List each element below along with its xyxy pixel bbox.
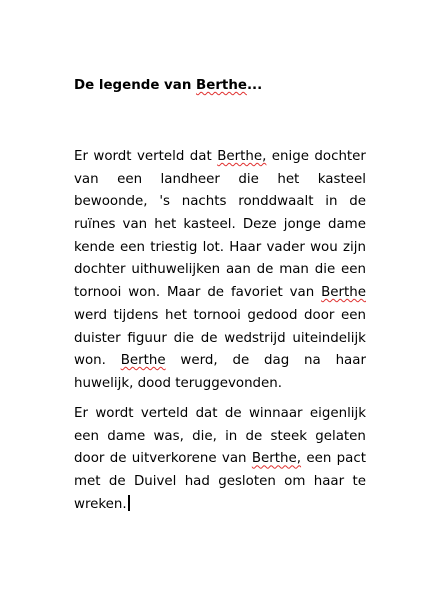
word: Er	[74, 149, 88, 164]
word: die,	[192, 428, 217, 444]
word: won.	[74, 353, 106, 369]
word: om	[284, 474, 306, 490]
word: met	[74, 474, 101, 490]
word: haar	[313, 474, 345, 490]
word: van	[221, 451, 247, 467]
word: haar	[335, 353, 366, 369]
text-line	[74, 328, 366, 351]
title-name-misspelled: Berthe	[196, 78, 247, 93]
word: een	[306, 451, 332, 467]
word: duister	[74, 330, 121, 346]
word: Deze	[242, 217, 277, 233]
word: gesloten	[218, 474, 276, 490]
text-line	[74, 373, 366, 396]
text-line	[74, 146, 366, 169]
word: Duivel	[133, 474, 177, 490]
word: eigenlijk	[309, 406, 366, 421]
word: winnaar	[248, 406, 303, 421]
title-suffix: ...	[246, 78, 263, 93]
word: steek	[270, 428, 308, 444]
word: in	[325, 194, 338, 210]
word: de	[200, 330, 218, 346]
text-line	[74, 214, 366, 237]
misspelled-word: Berthe	[120, 353, 166, 369]
word: had	[184, 474, 210, 490]
word: in	[225, 428, 238, 444]
word: dame	[107, 428, 146, 444]
word: door	[74, 451, 105, 467]
text-line	[74, 494, 366, 517]
word: het	[154, 217, 177, 233]
word: wordt	[95, 406, 134, 421]
word: de	[349, 194, 366, 210]
word: de	[207, 285, 225, 301]
word: favoriet	[230, 285, 283, 301]
word: uithuwelijken	[131, 262, 221, 278]
word: huwelijk, dood teruggevonden.	[74, 375, 283, 391]
word: die	[173, 330, 195, 346]
word: van	[74, 171, 99, 187]
word: kasteel.	[183, 217, 236, 233]
word: de	[109, 451, 127, 467]
word: Haar	[229, 239, 262, 255]
text-line	[74, 448, 366, 471]
word: enige	[271, 149, 309, 164]
title-prefix: De legende van	[74, 78, 197, 93]
word: dat	[195, 406, 218, 421]
word: man	[279, 262, 309, 278]
text-cursor	[128, 495, 130, 511]
word: gedood	[247, 307, 298, 323]
word: triestig	[150, 239, 198, 255]
misspelled-word: Berthe	[321, 285, 366, 301]
word: 's	[159, 194, 170, 210]
word: landheer	[160, 171, 220, 187]
text-line	[74, 426, 366, 449]
text-line	[74, 191, 366, 214]
word: te	[352, 474, 366, 490]
word: dochter	[74, 262, 126, 278]
word: vader	[266, 239, 305, 255]
word: de	[256, 262, 274, 278]
word: die	[238, 171, 259, 187]
word: dame	[327, 217, 366, 233]
word: kasteel	[317, 171, 366, 187]
word: de	[108, 474, 126, 490]
word: het	[164, 307, 187, 323]
word: Maar	[166, 285, 201, 301]
word: gelaten	[315, 428, 366, 444]
word: verteld	[136, 149, 185, 164]
word: dat	[189, 149, 212, 164]
word: door	[304, 307, 335, 323]
word: pact	[336, 451, 366, 467]
word: een	[341, 262, 366, 278]
word: tornooi	[193, 307, 241, 323]
word: die	[314, 262, 336, 278]
word: dag	[264, 353, 290, 369]
word: de	[245, 428, 263, 444]
word: ruïnes	[74, 217, 116, 233]
text-line	[74, 282, 366, 305]
word: uiteindelijk	[292, 330, 366, 346]
word: na	[304, 353, 321, 369]
word: wreken.	[74, 496, 127, 512]
word: een	[119, 239, 145, 255]
text-line	[74, 350, 366, 373]
word: figuur	[127, 330, 167, 346]
word: zijn	[342, 239, 366, 255]
word: wou	[310, 239, 338, 255]
word: aan	[225, 262, 251, 278]
text-line	[74, 259, 366, 282]
word: werd,	[180, 353, 218, 369]
word: uitverkorene	[131, 451, 217, 467]
document-title	[74, 77, 262, 95]
text-line	[74, 403, 366, 426]
misspelled-word: Berthe,	[251, 451, 302, 467]
word: de	[232, 353, 250, 369]
word: tijdens	[113, 307, 159, 323]
text-line	[74, 471, 366, 494]
word: lot.	[202, 239, 225, 255]
paragraph-1[interactable]	[74, 146, 366, 396]
word: een	[340, 307, 366, 323]
word: de	[224, 406, 242, 421]
text-line	[74, 237, 366, 260]
word: jonge	[283, 217, 321, 233]
word: werd	[74, 307, 107, 323]
word: tornooi	[74, 285, 122, 301]
misspelled-word: Berthe,	[217, 149, 267, 164]
word: het	[277, 171, 300, 187]
word: ronddwaalt	[238, 194, 314, 210]
word: verteld	[140, 406, 189, 421]
word: was,	[153, 428, 184, 444]
word: wedstrijd	[224, 330, 286, 346]
word: nachts	[181, 194, 227, 210]
text-line	[74, 169, 366, 192]
word: wordt	[93, 149, 132, 164]
text-line	[74, 305, 366, 328]
word: won.	[128, 285, 161, 301]
word: een	[117, 171, 143, 187]
word: dochter	[314, 149, 366, 164]
word: van	[289, 285, 315, 301]
word: bewoonde,	[74, 194, 148, 210]
word: Er	[74, 406, 88, 421]
word: een	[74, 428, 99, 444]
word: kende	[74, 239, 115, 255]
paragraph-2[interactable]	[74, 403, 366, 516]
word: van	[122, 217, 148, 233]
